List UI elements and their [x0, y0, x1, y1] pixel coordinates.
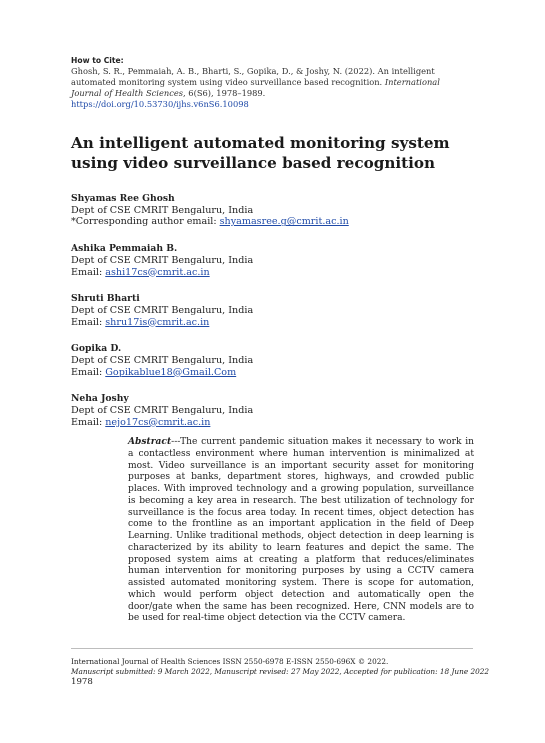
author-email-line: [71, 317, 491, 329]
citation-doi-link[interactable]: https://doi.org/10.53730/ijhs.v6nS6.10098: [71, 99, 249, 109]
footer-divider: [71, 648, 473, 649]
author-name: Gopika D.: [71, 343, 122, 355]
citation-journal: International Journal of Health Sciences: [71, 77, 440, 98]
author-email-line: [71, 417, 491, 429]
author-entry: [71, 193, 491, 228]
author-email-link[interactable]: shru17is@cmrit.ac.in: [105, 316, 210, 328]
author-affiliation: Dept of CSE CMRIT Bengaluru, India: [71, 405, 254, 417]
page-footer: [71, 657, 491, 687]
author-entry: [71, 343, 491, 378]
abstract-label: Abstract: [128, 436, 172, 447]
email-prefix: Email:: [71, 416, 106, 428]
footer-dates-line: Manuscript submitted: 9 March 2022, Manuscript revised: 27 May 2022, Accepted for publication: 18 June 2022: [71, 666, 490, 676]
footer-journal-line: International Journal of Health Sciences ISSN 2550-6978 E-ISSN 2550-696X © 2022.: [71, 657, 389, 666]
author-affiliation: Dept of CSE CMRIT Bengaluru, India: [71, 204, 254, 216]
citation-block: [71, 55, 471, 110]
paper-title: An intelligent automated monitoring system using video surveillance based recognition: [71, 134, 450, 172]
author-email-link[interactable]: ashi17cs@cmrit.ac.in: [105, 266, 210, 278]
email-prefix: Email:: [71, 316, 106, 328]
abstract-text: The current pandemic situation makes it necessary to work in a contactless environment where human intervention is minimalized at most. Video surveillance is an important security asset for monitoring purposes at banks, department stores, highways, and crowded public places. With improved technology and a growing population, surveillance is becoming a key area in research. The best utilization of technology for surveillance is the focus area today. In recent times, object detection has come to the frontline as an important application in the field of Deep Learning. Unlike traditional methods, object detection in deep learning is characterized by its ability to learn features and depict the same. The proposed system aims at creating a platform that reduces/eliminates human intervention for monitoring purposes by using a CCTV camera assisted automated monitoring system. There is scope for automation, which would perform object detection and automatically open the door/gate when the same has been recognized. Here, CNN models are to be used for real-time object detection via the CCTV camera.: [128, 437, 474, 624]
email-prefix: Email:: [71, 366, 106, 378]
citation-pages: , 1978–1989.: [211, 88, 266, 98]
author-email-link[interactable]: shyamasree.g@cmrit.ac.in: [219, 216, 349, 228]
citation-volume: , 6(S6): [183, 88, 212, 98]
citation-text: [71, 66, 471, 99]
author-email-line: [71, 367, 491, 379]
author-email-line: [71, 216, 491, 228]
author-email-link[interactable]: nejo17cs@cmrit.ac.in: [105, 416, 211, 428]
author-entry: [71, 243, 491, 278]
author-email-line: [71, 267, 491, 279]
email-prefix: Email:: [71, 266, 106, 278]
email-prefix: *Corresponding author email:: [71, 216, 220, 228]
author-name: Ashika Pemmaiah B.: [71, 243, 178, 255]
author-list: [71, 193, 491, 444]
author-name: Shruti Bharti: [71, 293, 140, 305]
author-affiliation: Dept of CSE CMRIT Bengaluru, India: [71, 355, 254, 367]
page-number: 1978: [71, 676, 93, 687]
author-entry: [71, 393, 491, 428]
abstract-separator: ---: [171, 437, 181, 447]
author-affiliation: Dept of CSE CMRIT Bengaluru, India: [71, 254, 254, 266]
author-affiliation: Dept of CSE CMRIT Bengaluru, India: [71, 304, 254, 316]
abstract-paragraph: [128, 436, 474, 625]
author-email-link[interactable]: Gopikablue18@Gmail.Com: [105, 366, 237, 378]
citation-authors-title: Ghosh, S. R., Pemmaiah, A. B., Bharti, S., Gopika, D., & Joshy, N. (2022). An intelligent automated monitoring system using video surveillance based recognition.: [71, 66, 435, 87]
citation-heading: How to Cite:: [71, 56, 124, 65]
author-name: Shyamas Ree Ghosh: [71, 193, 175, 204]
author-name: Neha Joshy: [71, 393, 129, 405]
author-entry: [71, 293, 491, 328]
